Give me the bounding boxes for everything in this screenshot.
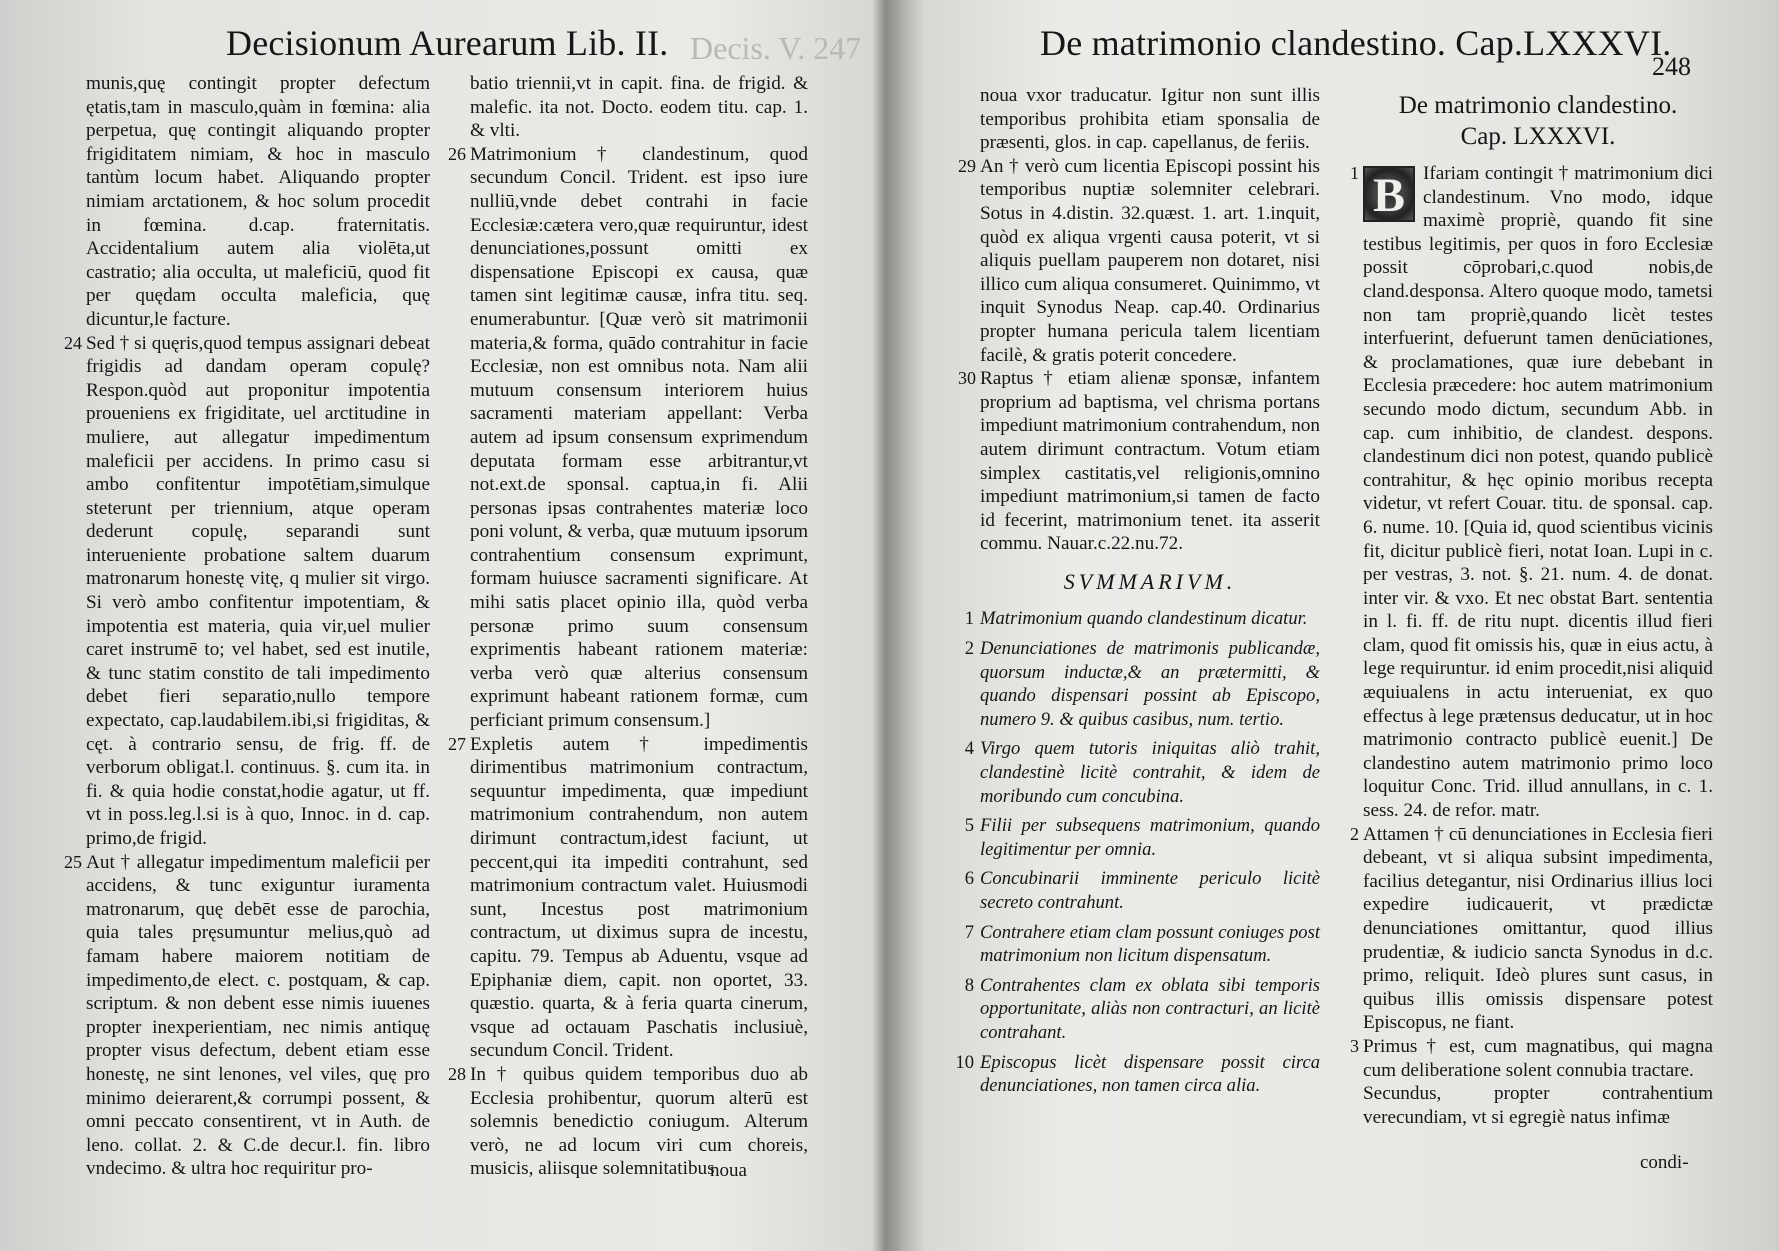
paragraph-text: munis,quę contingit propter defectum ętatis,tam in masculo,quàm in fœmina: alia perpetua, quę contingit aliquando propter frigiditatem nimiam, & hoc in masculo tantùm locum habet. Aliquando propter nimiam arctationem, & hoc solum procedit in fœmina. d.cap. fraternitatis. Accidentalium autem alia violēta,ut castratio; alia occulta, ut maleficiū, quod fit per quędam occulta maleficia, quę dicuntur,le facture. — [86, 73, 430, 330]
summarium-list — [955, 607, 1320, 1097]
summarium-number: 6 — [964, 868, 974, 890]
paragraph-number: 24 — [64, 332, 82, 353]
right-column-2 — [1350, 90, 1713, 1129]
paragraph-text: Matrimonium † clandestinum, quod secundum Concil. Trident. est ipso iure nulliū,vnde debet contrahi in facie Ecclesiæ:cætera vero,quæ requiruntur, idest denunciationes,possunt omitti ex dispensatione Episcopi ex causa, quæ tamen sint legitimæ causæ, infra titu. seq. enumerabuntur. [Quæ verò sit matrimonii materia,& forma, quādo contrahitur in facie Ecclesiæ, non est omnibus nota. Nam alii mutuum consensum interiorem huius sacramenti materiam appellant: Verba autem ad ipsum consensum exprimendum deputata formam esse arbitrantur,vt not.ext.de sponsal. captua,in fi. Alii personas ipsas contrahentes materiæ loco poni volunt, & verba, quæ mutuum ipsorum contrahentium consensum exprimunt, formam huiusce sacramenti significare. At mihi satis placet opinio illa, quòd verba personæ primo suum consensum exprimentis habeant rationem materiæ: verba verò quæ alterius consensum exprimunt habeant rationem formæ, cum perficiant primum consensum.] — [470, 143, 808, 732]
paragraph — [470, 72, 808, 143]
summarium-number: 4 — [964, 738, 974, 760]
paragraph — [980, 84, 1320, 155]
book-gutter — [872, 0, 900, 1251]
paragraph-text: Expletis autem † impedimentis dirimentibus matrimonium contractum, sequuntur impedimenta, quæ impediunt matrimonium contrahendum, non autem dirimunt contractum,idest faciunt, ut peccent,qui ita impediti contrahunt, sed matrimonium contractum valet. Huiusmodi sunt, Incestus post matrimonium contractum, ut diximus supra de incestu, capitu. 79. Tempus ab Aduentu, vsque ad Epiphaniæ diem, capit. non oportet, 33. quæstio. quarta, & à feria quarta cinerum, vsque ad octauam Paschatis inclusiuè, secundum Concil. Trident. — [470, 733, 808, 1062]
paragraph-number: 3 — [1350, 1035, 1359, 1056]
summarium-text: Contrahere etiam clam possunt coniuges post matrimonium non licitum dispensatum. — [980, 921, 1320, 967]
summarium-number: 10 — [955, 1051, 974, 1073]
summarium-item — [964, 637, 1320, 731]
paragraph-text: noua vxor traducatur. Igitur non sunt illis temporibus prohibita etiam sponsalia de præsenti, glos. in cap. capellanus, de feriis. — [980, 85, 1320, 154]
summarium-item — [964, 867, 1320, 914]
paragraph — [1350, 1035, 1713, 1082]
paragraph-number: 28 — [448, 1063, 466, 1084]
left-column-1 — [64, 72, 430, 1181]
summarium-number: 5 — [964, 815, 974, 837]
left-column-2 — [448, 72, 808, 1181]
summarium-item — [964, 974, 1320, 1045]
chapter-title — [1363, 90, 1713, 152]
summarium-text: Virgo quem tutoris iniquitas aliò trahit, clandestinè licitè contrahit, & idem de moribundo cum concubina. — [980, 738, 1320, 807]
left-page — [0, 0, 872, 1251]
decorated-initial: B — [1363, 166, 1415, 222]
chapter-title-line-2: Cap. LXXXVI. — [1460, 123, 1616, 150]
summarium-item — [955, 1051, 1320, 1098]
summarium-text: Denunciationes de matrimonis publicandæ, quorsum inductæ,& an prætermitti, & quando dispensari possint ab Episcopo, numero 9. & quibus casibus, num. tertio. — [980, 638, 1320, 730]
paragraph-number: 26 — [448, 143, 466, 164]
summarium-text: Contrahentes clam ex oblata sibi temporis opportunitate, aliàs non contracturi, an licitè contrahant. — [980, 974, 1320, 1043]
paragraph — [958, 155, 1320, 367]
paragraph-number: 1 — [1350, 163, 1359, 183]
paragraph — [448, 1063, 808, 1181]
summarium-text: Episcopus licèt dispensare possit circa denunciationes, non tamen circa alia. — [980, 1051, 1320, 1097]
paragraph-number: 25 — [64, 851, 82, 872]
right-page — [900, 0, 1779, 1251]
summarium-item — [964, 607, 1320, 631]
paragraph-text: batio triennii,vt in capit. fina. de frigid. & malefic. ita not. Docto. eodem titu. cap. 1. & vlti. — [470, 73, 808, 142]
paragraph-text: An † verò cum licentia Episcopi possint his temporibus nuptiæ solemniter celebrari. Sotus in 4.distin. 32.quæst. 1. art. 1.inquit, quòd ex aliqua vrgenti causa poterit, vt si aliquis puellam pauperem non dotaret, nisi illico cum aliqua consumeret. Quinimmo, vt inquit Synodus Neap. cap.40. Ordinarius propter humana pericula talem licentiam facilè, & gratis poterit concedere. — [980, 155, 1320, 366]
summarium-text: Filii per subsequens matrimonium, quando legitimentur per omnia. — [980, 815, 1320, 860]
paragraph-text: Raptus † etiam alienæ sponsæ, infantem proprium ad baptisma, vel chrisma portans impediunt matrimonium contrahendum, non autem dirimunt contractum. Votum etiam simplex castitatis,vel religionis,omnino impediunt matrimonium,si tamen de facto id fecerint, matrimonium tenet. ita asserit commu. Nauar.c.22.nu.72. — [980, 368, 1320, 555]
summarium-number: 8 — [964, 974, 974, 996]
paragraph-text: Ifariam contingit † matrimonium dici clandestinum. Vno modo, idque maximè propriè, quando fit sine testibus legitimis, per quos in foro Ecclesiæ possit cōprobari,c.quod nobis,de cland.desponsa. Altero quoque modo, tametsi non tam propriè,quando licèt testes interfuerint, defuerunt tamen denūciationes, & proclamationes, quæ iure debebant in Ecclesia præcedere: hoc autem matrimonium secundo modo dictum, secundum Abb. in cap. cum inhibitio, de clandest. despons. clandestinum dici non potest, quando publicè contrahitur, & hęc opinio moribus recepta videtur, vt refert Couar. titu. de sponsal. cap. 6. nume. 10. [Quia id, quod scientibus vicinis fit, dicitur publicè fieri, notat Ioan. Lupi in c. per vestras, 3. not. §. 21. num. 4. de donat. inter vir. & vxo. Et nec obstat Bart. sententia in l. fi. ff. de ritu nupt. dicentis illud fieri clam, quod fit omissis his, quæ in eius actu, à lege requiruntur. id enim procedit,nisi aliquid æquiualens in actu interueniat, ex quo effectus à lege prætensus deducatur, ut in hoc matrimonio contracto publicè euenit.] De clandestino autem matrimonio primo loco loquitur Conc. Trid. illud annullans, in c. 1. sess. 24. de refor. matr. — [1363, 163, 1713, 822]
paragraph-number: 2 — [1350, 823, 1359, 844]
left-running-head: Decisionum Aurearum Lib. II. — [226, 23, 669, 63]
paragraph — [1350, 823, 1713, 1035]
summarium-heading: SVMMARIVM. — [1063, 568, 1237, 594]
paragraph-text: Sed † si quęris,quod tempus assignari debeat frigidis ad dandam operam copulę? Respon.quòd aut proponitur impotentia proueniens ex frigiditate, uel arctitudine in muliere, aut allegatur impedimentum maleficii per accidens. In primo casu si ambo confitentur impotētiam,simulque steterunt per triennium, atque operam dederunt copulę, separandi sunt interueniente probatione saltem duarum matronarum honestę vitę, q mulier sit virgo. Si verò ambo confitentur impotentiam, & impotentia est materia, quia vir,uel mulier caret instrumē to; vel habet, sed est inutile, & tunc statim constito de tali impedimento debet fieri separatio,nullo tempore expectato, cap.laudabilem.ibi,si frigiditas, & cęt. à contrario sensu, de frig. ff. de verborum obligat.l. continuus. §. cum ita. in fi. & quia hodie constat,hodie agatur, ut ff. vt in poss.leg.l.si is à quo, Innoc. in d. cap. primo,de frigid. — [86, 332, 430, 849]
paragraph-number: 29 — [958, 155, 976, 176]
paragraph — [448, 143, 808, 733]
left-catchword: noua — [710, 1160, 747, 1181]
summarium-item — [964, 737, 1320, 808]
paragraph — [958, 367, 1320, 556]
paragraph-text: In † quibus quidem temporibus duo ab Ecclesia prohibentur, quorum alterū est solemnis benedictio coniugum. Alterum verò, ne ad locum viri cum choreis, musicis, aliisque solemnitatibus — [470, 1063, 808, 1180]
paragraph-text: Secundus, propter contrahentium verecundiam, vt si egregiè natus infimæ — [1363, 1083, 1713, 1128]
right-running-head: De matrimonio clandestino. Cap.LXXXVI. — [1040, 23, 1672, 63]
summarium-number: 1 — [964, 608, 974, 630]
paragraph — [86, 72, 430, 332]
chapter-title-line-1: De matrimonio clandestino. — [1398, 92, 1678, 119]
summarium-text: Concubinarii imminente periculo licitè secreto contrahunt. — [980, 868, 1320, 913]
paragraph — [64, 851, 430, 1181]
paragraph-text: Primus † est, cum magnatibus, qui magna cum deliberatione solent connubia tractare. — [1363, 1035, 1713, 1081]
right-column-1 — [955, 84, 1320, 1104]
paragraph-number: 30 — [958, 368, 976, 389]
paragraph — [1363, 1082, 1713, 1129]
summarium-text: Matrimonium quando clandestinum dicatur. — [980, 608, 1308, 630]
paragraph-text: Aut † allegatur impedimentum maleficii per accidens, & tunc exiguntur iuramenta matronarum, quę debēt esse de parochia, quia tales pręsumuntur melius,quò ad famam habere maiorem notitiam de impedimento,de elect. c. postquam, & cap. scriptum. & non debent esse nimis iuuenes propter inexperientiam, nec nimis antiquę propter visus defectum, debent etiam esse honestę, ne sint lenones, vel viles, quę pro minimo deierarent,& corrumpi possent, & omni peccato consentirent, vt in Auth. de leno. collat. 2. & C.de decur.l. fin. libro vndecimo. & ultra hoc requiritur pro- — [86, 851, 430, 1180]
show-through-text: Decis. V. 247 — [690, 30, 862, 66]
paragraph-text: Attamen † cū denunciationes in Ecclesia fieri debeant, vt si aliqua subsint impedimenta, facilius detegantur, nisi Ordinarius illius loci expedire iudicauerit, vt prædictæ denunciationes omittantur, quod illius prudentiæ, & iudicio sancta Synodus in d.c. primo, reliquit. Ideò plures sunt casus, in quibus illis omissis dispensare potest Episcopus, ne fiant. — [1363, 823, 1713, 1034]
paragraph-number: 27 — [448, 733, 466, 754]
summarium-item — [964, 814, 1320, 861]
right-catchword: condi- — [1640, 1152, 1689, 1173]
summarium-number: 2 — [964, 638, 974, 660]
paragraph — [64, 332, 430, 851]
page-number: 248 — [1652, 52, 1691, 81]
paragraph — [448, 733, 808, 1063]
paragraph — [1350, 162, 1713, 823]
summarium-number: 7 — [964, 921, 974, 943]
summarium-item — [964, 921, 1320, 968]
